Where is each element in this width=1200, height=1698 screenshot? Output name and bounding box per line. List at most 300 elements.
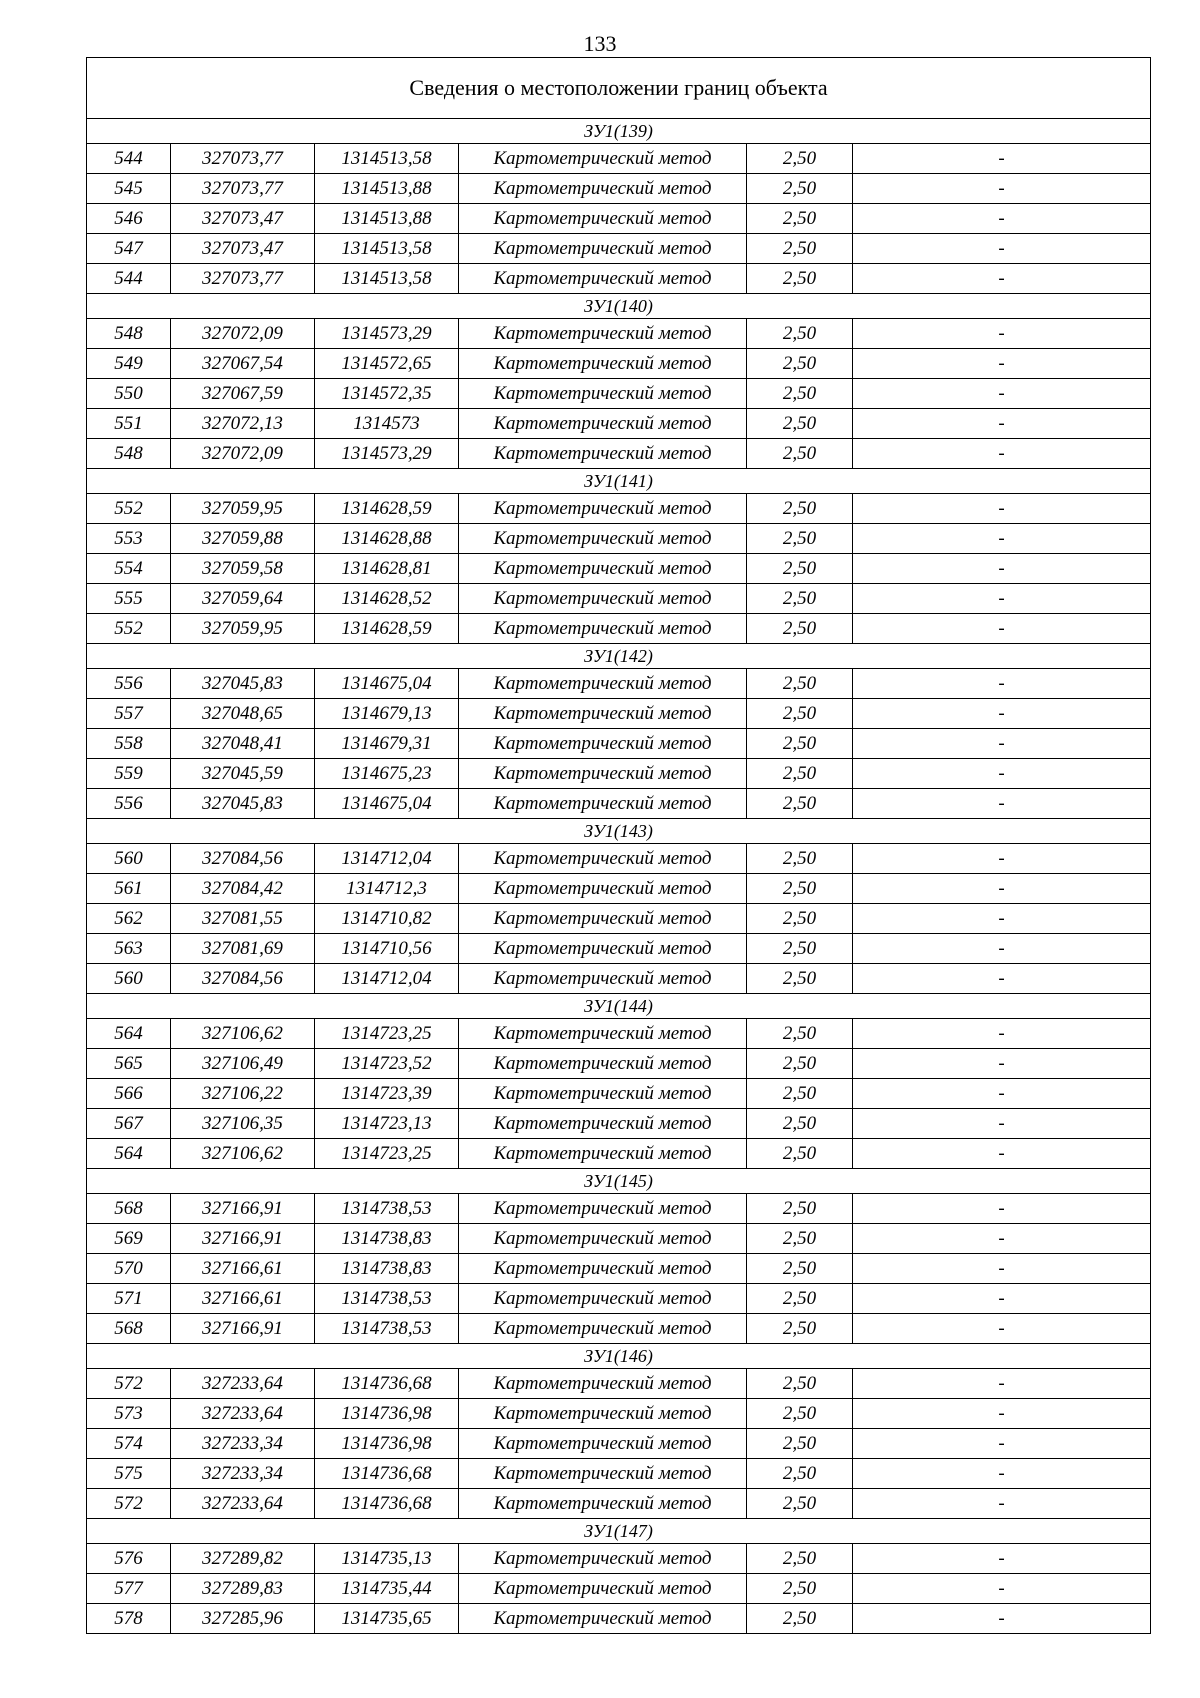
point-number-cell: 572: [87, 1369, 171, 1399]
method-cell: Картометрический метод: [459, 874, 747, 904]
table-row: [87, 144, 1151, 174]
description-cell: -: [853, 1194, 1151, 1224]
accuracy-cell: 2,50: [747, 349, 853, 379]
point-number-cell: 557: [87, 699, 171, 729]
point-number-cell: 544: [87, 144, 171, 174]
description-cell: -: [853, 1574, 1151, 1604]
point-number-cell: 550: [87, 379, 171, 409]
x-coordinate-cell: 327084,42: [171, 874, 315, 904]
accuracy-cell: 2,50: [747, 554, 853, 584]
description-cell: -: [853, 234, 1151, 264]
description-cell: -: [853, 844, 1151, 874]
accuracy-cell: 2,50: [747, 1429, 853, 1459]
table-body: [87, 58, 1151, 1634]
description-cell: -: [853, 379, 1151, 409]
point-number-cell: 549: [87, 349, 171, 379]
y-coordinate-cell: 1314723,25: [315, 1019, 459, 1049]
description-cell: -: [853, 934, 1151, 964]
y-coordinate-cell: 1314573,29: [315, 319, 459, 349]
y-coordinate-cell: 1314628,59: [315, 614, 459, 644]
x-coordinate-cell: 327166,61: [171, 1254, 315, 1284]
accuracy-cell: 2,50: [747, 844, 853, 874]
accuracy-cell: 2,50: [747, 144, 853, 174]
accuracy-cell: 2,50: [747, 759, 853, 789]
point-number-cell: 554: [87, 554, 171, 584]
point-number-cell: 563: [87, 934, 171, 964]
table-row: [87, 1194, 1151, 1224]
table-row: [87, 614, 1151, 644]
table-row: [87, 349, 1151, 379]
point-number-cell: 548: [87, 439, 171, 469]
description-cell: -: [853, 669, 1151, 699]
x-coordinate-cell: 327045,83: [171, 669, 315, 699]
x-coordinate-cell: 327106,62: [171, 1019, 315, 1049]
point-number-cell: 562: [87, 904, 171, 934]
accuracy-cell: 2,50: [747, 409, 853, 439]
section-name: ЗУ1(147): [87, 1519, 1151, 1544]
x-coordinate-cell: 327073,77: [171, 264, 315, 294]
table-row: [87, 1574, 1151, 1604]
method-cell: Картометрический метод: [459, 319, 747, 349]
description-cell: -: [853, 144, 1151, 174]
point-number-cell: 556: [87, 669, 171, 699]
point-number-cell: 544: [87, 264, 171, 294]
accuracy-cell: 2,50: [747, 1019, 853, 1049]
method-cell: Картометрический метод: [459, 759, 747, 789]
point-number-cell: 566: [87, 1079, 171, 1109]
section-header-row: [87, 1169, 1151, 1194]
y-coordinate-cell: 1314710,56: [315, 934, 459, 964]
accuracy-cell: 2,50: [747, 1284, 853, 1314]
method-cell: Картометрический метод: [459, 554, 747, 584]
x-coordinate-cell: 327106,35: [171, 1109, 315, 1139]
x-coordinate-cell: 327233,34: [171, 1459, 315, 1489]
description-cell: -: [853, 1284, 1151, 1314]
accuracy-cell: 2,50: [747, 264, 853, 294]
x-coordinate-cell: 327059,95: [171, 614, 315, 644]
x-coordinate-cell: 327067,54: [171, 349, 315, 379]
table-row: [87, 204, 1151, 234]
accuracy-cell: 2,50: [747, 789, 853, 819]
y-coordinate-cell: 1314736,68: [315, 1489, 459, 1519]
point-number-cell: 555: [87, 584, 171, 614]
method-cell: Картометрический метод: [459, 1194, 747, 1224]
x-coordinate-cell: 327073,47: [171, 234, 315, 264]
accuracy-cell: 2,50: [747, 319, 853, 349]
y-coordinate-cell: 1314710,82: [315, 904, 459, 934]
table-row: [87, 789, 1151, 819]
method-cell: Картометрический метод: [459, 1224, 747, 1254]
section-header-row: [87, 294, 1151, 319]
table-title-row: [87, 58, 1151, 119]
method-cell: Картометрический метод: [459, 1049, 747, 1079]
x-coordinate-cell: 327073,47: [171, 204, 315, 234]
table-row: [87, 1139, 1151, 1169]
description-cell: -: [853, 1489, 1151, 1519]
point-number-cell: 545: [87, 174, 171, 204]
x-coordinate-cell: 327067,59: [171, 379, 315, 409]
accuracy-cell: 2,50: [747, 729, 853, 759]
description-cell: -: [853, 439, 1151, 469]
accuracy-cell: 2,50: [747, 904, 853, 934]
method-cell: Картометрический метод: [459, 1314, 747, 1344]
table-row: [87, 874, 1151, 904]
point-number-cell: 547: [87, 234, 171, 264]
description-cell: -: [853, 1254, 1151, 1284]
method-cell: Картометрический метод: [459, 174, 747, 204]
table-row: [87, 1254, 1151, 1284]
x-coordinate-cell: 327166,91: [171, 1314, 315, 1344]
point-number-cell: 577: [87, 1574, 171, 1604]
y-coordinate-cell: 1314573: [315, 409, 459, 439]
y-coordinate-cell: 1314513,88: [315, 204, 459, 234]
accuracy-cell: 2,50: [747, 934, 853, 964]
point-number-cell: 575: [87, 1459, 171, 1489]
y-coordinate-cell: 1314513,58: [315, 144, 459, 174]
method-cell: Картометрический метод: [459, 494, 747, 524]
table-row: [87, 934, 1151, 964]
y-coordinate-cell: 1314712,04: [315, 844, 459, 874]
table-row: [87, 319, 1151, 349]
x-coordinate-cell: 327106,62: [171, 1139, 315, 1169]
method-cell: Картометрический метод: [459, 234, 747, 264]
x-coordinate-cell: 327059,88: [171, 524, 315, 554]
y-coordinate-cell: 1314675,04: [315, 669, 459, 699]
description-cell: -: [853, 264, 1151, 294]
y-coordinate-cell: 1314735,13: [315, 1544, 459, 1574]
y-coordinate-cell: 1314675,23: [315, 759, 459, 789]
y-coordinate-cell: 1314675,04: [315, 789, 459, 819]
description-cell: -: [853, 759, 1151, 789]
accuracy-cell: 2,50: [747, 1224, 853, 1254]
point-number-cell: 553: [87, 524, 171, 554]
description-cell: -: [853, 409, 1151, 439]
method-cell: Картометрический метод: [459, 1109, 747, 1139]
y-coordinate-cell: 1314738,53: [315, 1314, 459, 1344]
method-cell: Картометрический метод: [459, 1079, 747, 1109]
section-name: ЗУ1(144): [87, 994, 1151, 1019]
accuracy-cell: 2,50: [747, 1604, 853, 1634]
method-cell: Картометрический метод: [459, 1369, 747, 1399]
accuracy-cell: 2,50: [747, 494, 853, 524]
x-coordinate-cell: 327084,56: [171, 844, 315, 874]
section-name: ЗУ1(146): [87, 1344, 1151, 1369]
accuracy-cell: 2,50: [747, 524, 853, 554]
point-number-cell: 576: [87, 1544, 171, 1574]
description-cell: -: [853, 904, 1151, 934]
y-coordinate-cell: 1314738,83: [315, 1254, 459, 1284]
section-name: ЗУ1(140): [87, 294, 1151, 319]
x-coordinate-cell: 327073,77: [171, 144, 315, 174]
point-number-cell: 551: [87, 409, 171, 439]
section-name: ЗУ1(139): [87, 119, 1151, 144]
x-coordinate-cell: 327059,58: [171, 554, 315, 584]
y-coordinate-cell: 1314735,44: [315, 1574, 459, 1604]
y-coordinate-cell: 1314513,58: [315, 234, 459, 264]
description-cell: -: [853, 1604, 1151, 1634]
y-coordinate-cell: 1314735,65: [315, 1604, 459, 1634]
table-row: [87, 584, 1151, 614]
table-row: [87, 729, 1151, 759]
section-name: ЗУ1(142): [87, 644, 1151, 669]
method-cell: Картометрический метод: [459, 1019, 747, 1049]
accuracy-cell: 2,50: [747, 874, 853, 904]
table-row: [87, 174, 1151, 204]
method-cell: Картометрический метод: [459, 789, 747, 819]
table-row: [87, 524, 1151, 554]
point-number-cell: 558: [87, 729, 171, 759]
description-cell: -: [853, 1314, 1151, 1344]
point-number-cell: 570: [87, 1254, 171, 1284]
method-cell: Картометрический метод: [459, 409, 747, 439]
table-row: [87, 554, 1151, 584]
section-header-row: [87, 1344, 1151, 1369]
table-row: [87, 844, 1151, 874]
method-cell: Картометрический метод: [459, 729, 747, 759]
point-number-cell: 571: [87, 1284, 171, 1314]
table-row: [87, 1019, 1151, 1049]
section-header-row: [87, 644, 1151, 669]
description-cell: -: [853, 1459, 1151, 1489]
method-cell: Картометрический метод: [459, 1254, 747, 1284]
point-number-cell: 568: [87, 1194, 171, 1224]
accuracy-cell: 2,50: [747, 1139, 853, 1169]
y-coordinate-cell: 1314679,13: [315, 699, 459, 729]
table-row: [87, 1489, 1151, 1519]
accuracy-cell: 2,50: [747, 669, 853, 699]
method-cell: Картометрический метод: [459, 844, 747, 874]
point-number-cell: 574: [87, 1429, 171, 1459]
point-number-cell: 561: [87, 874, 171, 904]
table-row: [87, 1049, 1151, 1079]
accuracy-cell: 2,50: [747, 204, 853, 234]
table-row: [87, 1544, 1151, 1574]
method-cell: Картометрический метод: [459, 699, 747, 729]
description-cell: -: [853, 554, 1151, 584]
y-coordinate-cell: 1314572,35: [315, 379, 459, 409]
y-coordinate-cell: 1314573,29: [315, 439, 459, 469]
method-cell: Картометрический метод: [459, 1429, 747, 1459]
method-cell: Картометрический метод: [459, 1459, 747, 1489]
x-coordinate-cell: 327048,65: [171, 699, 315, 729]
accuracy-cell: 2,50: [747, 1399, 853, 1429]
description-cell: -: [853, 1369, 1151, 1399]
point-number-cell: 568: [87, 1314, 171, 1344]
section-header-row: [87, 469, 1151, 494]
description-cell: -: [853, 584, 1151, 614]
boundary-coordinates-table: [86, 57, 1151, 1634]
description-cell: -: [853, 1139, 1151, 1169]
method-cell: Картометрический метод: [459, 904, 747, 934]
method-cell: Картометрический метод: [459, 1604, 747, 1634]
table-row: [87, 439, 1151, 469]
y-coordinate-cell: 1314628,59: [315, 494, 459, 524]
x-coordinate-cell: 327285,96: [171, 1604, 315, 1634]
y-coordinate-cell: 1314712,3: [315, 874, 459, 904]
description-cell: -: [853, 614, 1151, 644]
x-coordinate-cell: 327233,34: [171, 1429, 315, 1459]
method-cell: Картометрический метод: [459, 964, 747, 994]
y-coordinate-cell: 1314723,13: [315, 1109, 459, 1139]
accuracy-cell: 2,50: [747, 1254, 853, 1284]
point-number-cell: 564: [87, 1019, 171, 1049]
x-coordinate-cell: 327073,77: [171, 174, 315, 204]
x-coordinate-cell: 327289,82: [171, 1544, 315, 1574]
accuracy-cell: 2,50: [747, 1489, 853, 1519]
x-coordinate-cell: 327059,95: [171, 494, 315, 524]
y-coordinate-cell: 1314736,98: [315, 1399, 459, 1429]
description-cell: -: [853, 1224, 1151, 1254]
y-coordinate-cell: 1314628,52: [315, 584, 459, 614]
table-row: [87, 1604, 1151, 1634]
point-number-cell: 572: [87, 1489, 171, 1519]
accuracy-cell: 2,50: [747, 964, 853, 994]
accuracy-cell: 2,50: [747, 614, 853, 644]
method-cell: Картометрический метод: [459, 439, 747, 469]
accuracy-cell: 2,50: [747, 1369, 853, 1399]
accuracy-cell: 2,50: [747, 584, 853, 614]
x-coordinate-cell: 327081,55: [171, 904, 315, 934]
x-coordinate-cell: 327233,64: [171, 1369, 315, 1399]
table-row: [87, 759, 1151, 789]
accuracy-cell: 2,50: [747, 1049, 853, 1079]
method-cell: Картометрический метод: [459, 584, 747, 614]
section-name: ЗУ1(145): [87, 1169, 1151, 1194]
x-coordinate-cell: 327106,49: [171, 1049, 315, 1079]
description-cell: -: [853, 494, 1151, 524]
y-coordinate-cell: 1314513,88: [315, 174, 459, 204]
method-cell: Картометрический метод: [459, 1574, 747, 1604]
point-number-cell: 564: [87, 1139, 171, 1169]
point-number-cell: 578: [87, 1604, 171, 1634]
x-coordinate-cell: 327045,59: [171, 759, 315, 789]
y-coordinate-cell: 1314736,68: [315, 1369, 459, 1399]
y-coordinate-cell: 1314572,65: [315, 349, 459, 379]
table-row: [87, 1079, 1151, 1109]
point-number-cell: 556: [87, 789, 171, 819]
x-coordinate-cell: 327166,61: [171, 1284, 315, 1314]
description-cell: -: [853, 1019, 1151, 1049]
point-number-cell: 565: [87, 1049, 171, 1079]
method-cell: Картометрический метод: [459, 204, 747, 234]
method-cell: Картометрический метод: [459, 1284, 747, 1314]
method-cell: Картометрический метод: [459, 144, 747, 174]
table-row: [87, 264, 1151, 294]
table-row: [87, 409, 1151, 439]
description-cell: -: [853, 1544, 1151, 1574]
table-title: Сведения о местоположении границ объекта: [87, 58, 1151, 119]
accuracy-cell: 2,50: [747, 379, 853, 409]
point-number-cell: 552: [87, 494, 171, 524]
y-coordinate-cell: 1314628,81: [315, 554, 459, 584]
section-header-row: [87, 819, 1151, 844]
x-coordinate-cell: 327166,91: [171, 1194, 315, 1224]
point-number-cell: 560: [87, 964, 171, 994]
table-row: [87, 234, 1151, 264]
table-row: [87, 1224, 1151, 1254]
x-coordinate-cell: 327233,64: [171, 1489, 315, 1519]
y-coordinate-cell: 1314738,53: [315, 1284, 459, 1314]
table-row: [87, 904, 1151, 934]
x-coordinate-cell: 327233,64: [171, 1399, 315, 1429]
accuracy-cell: 2,50: [747, 174, 853, 204]
section-header-row: [87, 994, 1151, 1019]
method-cell: Картометрический метод: [459, 1489, 747, 1519]
description-cell: -: [853, 524, 1151, 554]
description-cell: -: [853, 1079, 1151, 1109]
x-coordinate-cell: 327289,83: [171, 1574, 315, 1604]
table-row: [87, 379, 1151, 409]
table-row: [87, 964, 1151, 994]
method-cell: Картометрический метод: [459, 934, 747, 964]
accuracy-cell: 2,50: [747, 1574, 853, 1604]
table-row: [87, 1369, 1151, 1399]
point-number-cell: 552: [87, 614, 171, 644]
description-cell: -: [853, 1049, 1151, 1079]
accuracy-cell: 2,50: [747, 1314, 853, 1344]
table-row: [87, 1109, 1151, 1139]
description-cell: -: [853, 874, 1151, 904]
description-cell: -: [853, 319, 1151, 349]
method-cell: Картометрический метод: [459, 379, 747, 409]
x-coordinate-cell: 327081,69: [171, 934, 315, 964]
method-cell: Картометрический метод: [459, 1544, 747, 1574]
accuracy-cell: 2,50: [747, 699, 853, 729]
table-row: [87, 699, 1151, 729]
x-coordinate-cell: 327106,22: [171, 1079, 315, 1109]
table-row: [87, 1399, 1151, 1429]
method-cell: Картометрический метод: [459, 349, 747, 379]
y-coordinate-cell: 1314628,88: [315, 524, 459, 554]
method-cell: Картометрический метод: [459, 1399, 747, 1429]
method-cell: Картометрический метод: [459, 669, 747, 699]
description-cell: -: [853, 204, 1151, 234]
x-coordinate-cell: 327166,91: [171, 1224, 315, 1254]
description-cell: -: [853, 699, 1151, 729]
point-number-cell: 569: [87, 1224, 171, 1254]
table-row: [87, 1314, 1151, 1344]
point-number-cell: 567: [87, 1109, 171, 1139]
y-coordinate-cell: 1314736,68: [315, 1459, 459, 1489]
y-coordinate-cell: 1314513,58: [315, 264, 459, 294]
section-header-row: [87, 1519, 1151, 1544]
method-cell: Картометрический метод: [459, 1139, 747, 1169]
x-coordinate-cell: 327072,09: [171, 319, 315, 349]
x-coordinate-cell: 327045,83: [171, 789, 315, 819]
x-coordinate-cell: 327059,64: [171, 584, 315, 614]
description-cell: -: [853, 729, 1151, 759]
method-cell: Картометрический метод: [459, 264, 747, 294]
accuracy-cell: 2,50: [747, 1194, 853, 1224]
description-cell: -: [853, 174, 1151, 204]
table-row: [87, 1459, 1151, 1489]
y-coordinate-cell: 1314723,25: [315, 1139, 459, 1169]
point-number-cell: 560: [87, 844, 171, 874]
y-coordinate-cell: 1314679,31: [315, 729, 459, 759]
method-cell: Картометрический метод: [459, 614, 747, 644]
y-coordinate-cell: 1314738,83: [315, 1224, 459, 1254]
accuracy-cell: 2,50: [747, 1544, 853, 1574]
x-coordinate-cell: 327072,13: [171, 409, 315, 439]
table-row: [87, 1429, 1151, 1459]
accuracy-cell: 2,50: [747, 1459, 853, 1489]
x-coordinate-cell: 327072,09: [171, 439, 315, 469]
point-number-cell: 546: [87, 204, 171, 234]
accuracy-cell: 2,50: [747, 1109, 853, 1139]
section-name: ЗУ1(143): [87, 819, 1151, 844]
table-row: [87, 1284, 1151, 1314]
accuracy-cell: 2,50: [747, 234, 853, 264]
